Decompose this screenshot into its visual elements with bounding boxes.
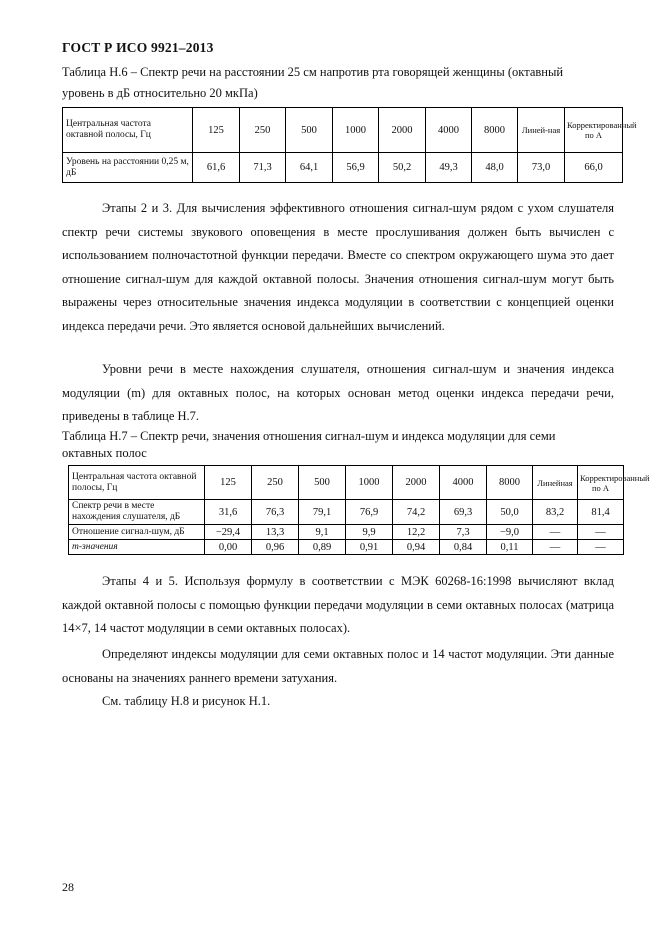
paragraph-1: [62, 197, 614, 338]
table7-cell: 79,1: [299, 500, 346, 525]
table7-cell: —: [533, 540, 578, 555]
table7-col: 125: [205, 466, 252, 500]
table7-data-row: [69, 500, 624, 525]
table7-cell: 0,84: [440, 540, 487, 555]
table7-row-label: Отношение сигнал-шум, дБ: [69, 525, 205, 540]
table7-cell: 76,9: [346, 500, 393, 525]
paragraph-2-text: Уровни речи в месте нахождения слушателя, отношения сигнал-шум и значения индекса модуляции (m) для октавных полос, на которых основан метод оценки индекса передачи речи, приведены в таблице Н.7.: [62, 362, 614, 423]
table7-header-row: [69, 466, 624, 500]
table6-col: 125: [193, 108, 240, 153]
table7-cell: 0,11: [487, 540, 533, 555]
table6-cell: 73,0: [518, 153, 565, 183]
table6-cell: 56,9: [333, 153, 379, 183]
table6-col: 250: [240, 108, 286, 153]
table6-col: 500: [286, 108, 333, 153]
table7-cell: —: [578, 540, 624, 555]
table6-col: 4000: [426, 108, 472, 153]
table7-cell: 76,3: [252, 500, 299, 525]
paragraph-5-text: См. таблицу Н.8 и рисунок Н.1.: [102, 694, 271, 708]
table7-cell: −9,0: [487, 525, 533, 540]
table6-cell: 64,1: [286, 153, 333, 183]
table7-cell: −29,4: [205, 525, 252, 540]
table6-caption: [62, 62, 614, 104]
table7-col: 250: [252, 466, 299, 500]
table7-caption: [62, 428, 614, 462]
table7-cell: —: [533, 525, 578, 540]
table7-col: 2000: [393, 466, 440, 500]
table7-cell: 0,96: [252, 540, 299, 555]
table6-cell: 66,0: [565, 153, 623, 183]
table7-cell: 0,94: [393, 540, 440, 555]
table7-col: 500: [299, 466, 346, 500]
table7-cell: 12,2: [393, 525, 440, 540]
table7-cell: —: [578, 525, 624, 540]
table6-col: Линей-ная: [518, 108, 565, 153]
table6-data-row: [63, 153, 623, 183]
table7-cell: 74,2: [393, 500, 440, 525]
table6-header-row: [63, 108, 623, 153]
table6-cell: 48,0: [472, 153, 518, 183]
table7-cell: 69,3: [440, 500, 487, 525]
table7-data-row: [69, 525, 624, 540]
table7-cell: 0,00: [205, 540, 252, 555]
paragraph-3-text: Этапы 4 и 5. Используя формулу в соответствии с МЭК 60268-16:1998 вычисляют вклад каждой октавной полосы с помощью функции передачи модуляции в семи октавных полосах (матрица 14×7, 14 частот модуляции в семи октавных полосах).: [62, 574, 614, 635]
table-h7: [68, 465, 650, 555]
table6-row-header: Центральная частота октавной полосы, Гц: [63, 108, 193, 153]
table7-cell: 9,9: [346, 525, 393, 540]
table6-col: 1000: [333, 108, 379, 153]
table7-data-row: [69, 540, 624, 555]
table7-col: Корректированный по А: [578, 466, 624, 500]
table7-cell: 7,3: [440, 525, 487, 540]
table6-caption-line1: Таблица Н.6 – Спектр речи на расстоянии 25 см напротив рта говорящей женщины (октавный: [62, 65, 564, 79]
table6-cell: 49,3: [426, 153, 472, 183]
table7-cell: 83,2: [533, 500, 578, 525]
document-header: ГОСТ Р ИСО 9921–2013: [62, 40, 214, 55]
table6-caption-line2: уровень в дБ относительно 20 мкПа): [62, 86, 258, 100]
table6-col: 8000: [472, 108, 518, 153]
table7-col: 4000: [440, 466, 487, 500]
table7-row-label: Спектр речи в месте нахождения слушателя, дБ: [69, 500, 205, 525]
table7-cell: 0,89: [299, 540, 346, 555]
table7-row-header: Центральная частота октавной полосы, Гц: [69, 466, 205, 500]
table6-col: 2000: [379, 108, 426, 153]
table7-cell: 9,1: [299, 525, 346, 540]
table7-cell: 31,6: [205, 500, 252, 525]
paragraph-5: [62, 690, 614, 714]
table7-col: 1000: [346, 466, 393, 500]
table6-row-label: Уровень на расстоянии 0,25 м, дБ: [63, 153, 193, 183]
paragraph-3: [62, 570, 614, 641]
table6-cell: 71,3: [240, 153, 286, 183]
paragraph-2: [62, 358, 614, 429]
table6-cell: 61,6: [193, 153, 240, 183]
table7-cell: 81,4: [578, 500, 624, 525]
table7-cell: 0,91: [346, 540, 393, 555]
table6-cell: 50,2: [379, 153, 426, 183]
table7-col: Линейная: [533, 466, 578, 500]
paragraph-4: [62, 643, 614, 690]
table7-cell: 13,3: [252, 525, 299, 540]
table7-row-label: m-значения: [69, 540, 205, 555]
table-h6: [62, 107, 637, 183]
table6-col: Корректированный по А: [565, 108, 623, 153]
paragraph-1-text: Этапы 2 и 3. Для вычисления эффективного отношения сигнал-шум рядом с ухом слушателя спектр речи системы звукового оповещения в месте прослушивания должен быть вычислен с использованием полночастотной функции передачи. Вместе со спектром окружающего шума это дает отношение сигнал-шум для каждой октавной полосы. Значения отношения сигнал-шум могут быть выражены через относительные значения индекса модуляции в соответствии с концепцией оценки индекса передачи речи. Это является основой дальнейших вычислений.: [62, 201, 614, 333]
table7-col: 8000: [487, 466, 533, 500]
paragraph-4-text: Определяют индексы модуляции для семи октавных полос и 14 частот модуляции. Эти данные основаны на значениях раннего времени затухания.: [62, 647, 614, 685]
table7-caption-line2: октавных полос: [62, 446, 147, 460]
table7-caption-line1: Таблица Н.7 – Спектр речи, значения отношения сигнал-шум и индекса модуляции для семи: [62, 429, 556, 443]
table7-cell: 50,0: [487, 500, 533, 525]
page-number: 28: [62, 880, 74, 894]
